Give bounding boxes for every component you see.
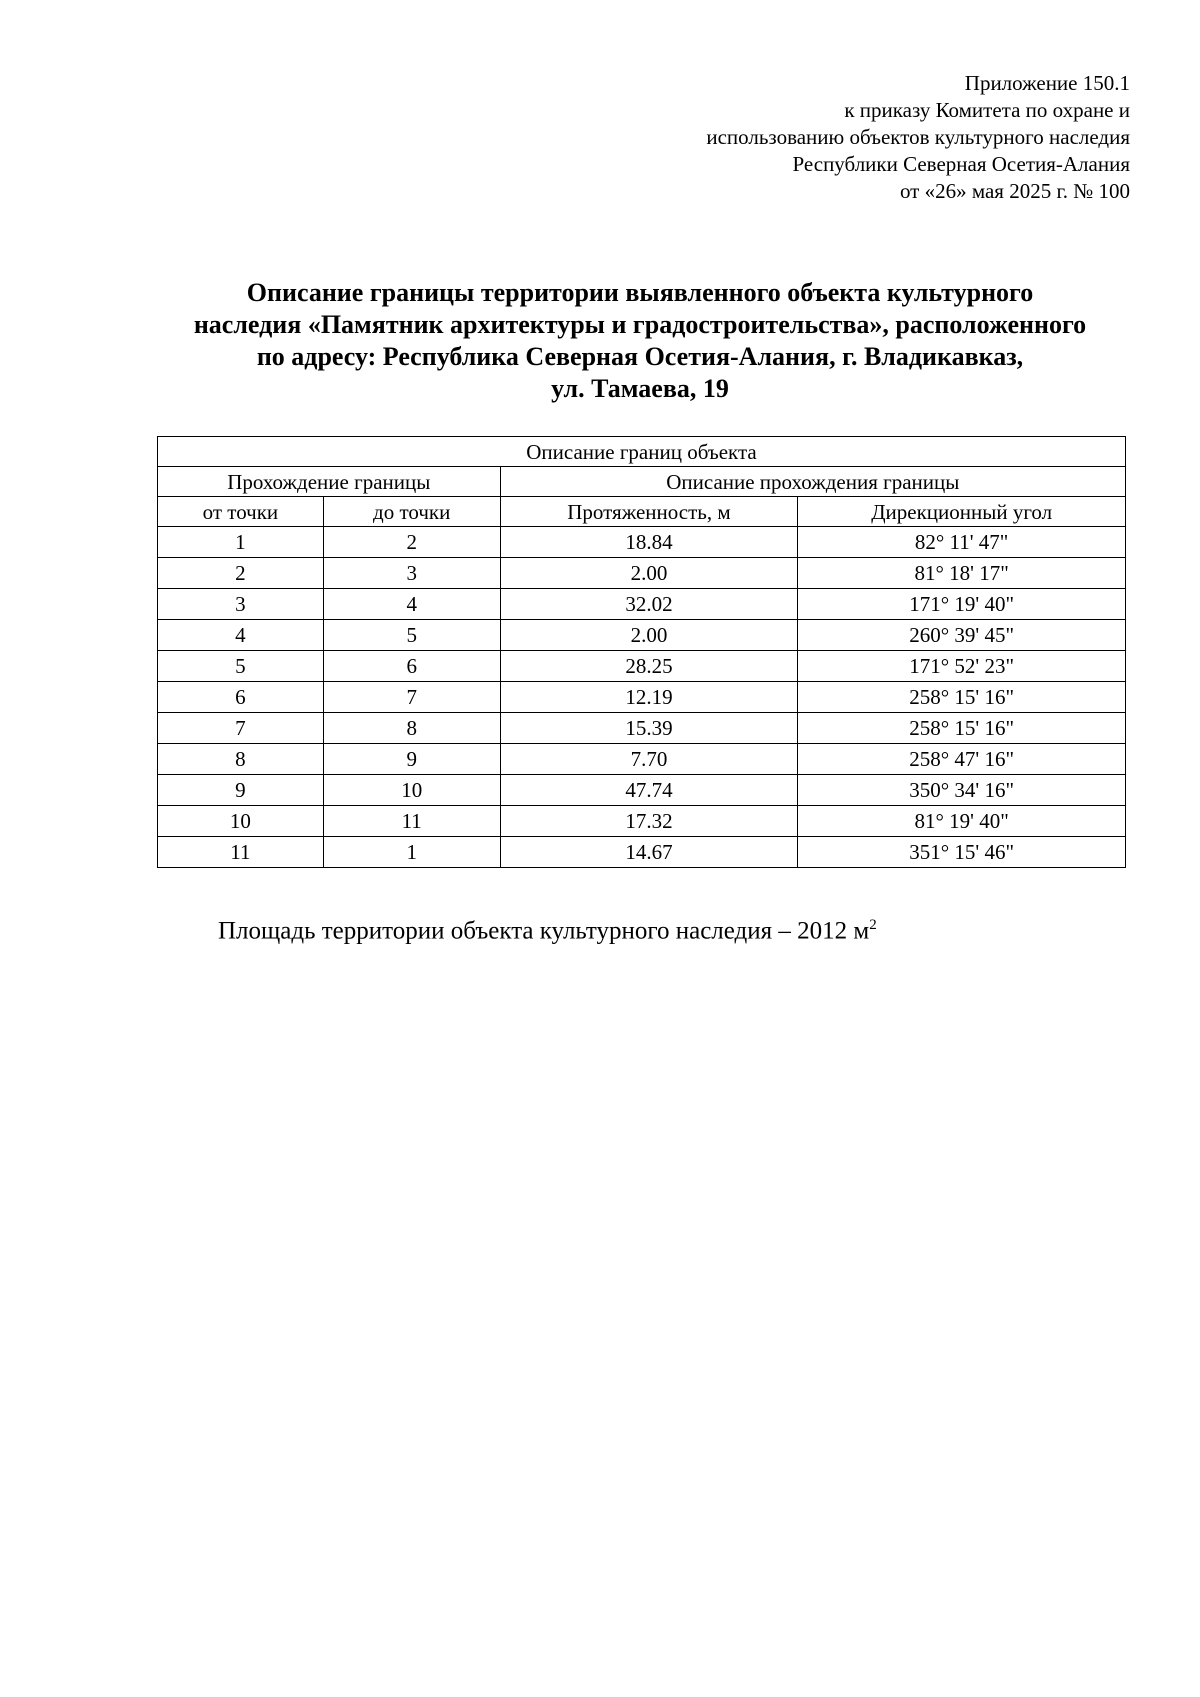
table-row xyxy=(158,589,1126,620)
cell-length: 28.25 xyxy=(500,651,798,682)
table-row xyxy=(158,837,1126,868)
cell-from-point: 4 xyxy=(158,620,324,651)
cell-direction-angle: 81° 19' 40" xyxy=(798,806,1126,837)
cell-length: 47.74 xyxy=(500,775,798,806)
table-row xyxy=(158,651,1126,682)
cell-to-point: 5 xyxy=(323,620,500,651)
cell-length: 12.19 xyxy=(500,682,798,713)
cell-from-point: 2 xyxy=(158,558,324,589)
title-line: наследия «Памятник архитектуры и градостроительства», расположенного xyxy=(193,310,1087,339)
cell-length: 7.70 xyxy=(500,744,798,775)
cell-to-point: 4 xyxy=(323,589,500,620)
cell-length: 32.02 xyxy=(500,589,798,620)
cell-to-point: 6 xyxy=(323,651,500,682)
cell-length: 2.00 xyxy=(500,620,798,651)
cell-from-point: 10 xyxy=(158,806,324,837)
table-row xyxy=(158,558,1126,589)
column-header-to-point: до точки xyxy=(323,497,500,527)
table-row xyxy=(158,682,1126,713)
table-caption: Описание границ объекта xyxy=(158,437,1126,467)
table-row xyxy=(158,775,1126,806)
cell-to-point: 7 xyxy=(323,682,500,713)
appendix-line: Приложение 150.1 xyxy=(964,71,1130,95)
area-superscript: 2 xyxy=(869,917,877,933)
title-line: Описание границы территории выявленного объекта культурного xyxy=(246,278,1034,307)
cell-length: 2.00 xyxy=(500,558,798,589)
boundary-table xyxy=(157,436,1126,868)
cell-from-point: 1 xyxy=(158,527,324,558)
cell-from-point: 5 xyxy=(158,651,324,682)
cell-to-point: 11 xyxy=(323,806,500,837)
table-row xyxy=(158,620,1126,651)
cell-length: 14.67 xyxy=(500,837,798,868)
cell-direction-angle: 260° 39' 45" xyxy=(798,620,1126,651)
cell-direction-angle: 258° 15' 16" xyxy=(798,713,1126,744)
cell-to-point: 2 xyxy=(323,527,500,558)
appendix-header xyxy=(530,70,1130,205)
appendix-line: использованию объектов культурного наследия xyxy=(706,125,1130,149)
title-line: по адресу: Республика Северная Осетия-Алания, г. Владикавказ, xyxy=(256,342,1024,371)
cell-direction-angle: 350° 34' 16" xyxy=(798,775,1126,806)
cell-from-point: 9 xyxy=(158,775,324,806)
title-line: ул. Тамаева, 19 xyxy=(551,374,729,403)
area-statement xyxy=(218,917,877,945)
cell-to-point: 9 xyxy=(323,744,500,775)
appendix-line: от «26» мая 2025 г. № 100 xyxy=(899,179,1130,203)
cell-from-point: 7 xyxy=(158,713,324,744)
cell-direction-angle: 81° 18' 17" xyxy=(798,558,1126,589)
table-row xyxy=(158,527,1126,558)
document-title xyxy=(150,277,1130,405)
cell-direction-angle: 258° 47' 16" xyxy=(798,744,1126,775)
group-header-passage: Прохождение границы xyxy=(158,467,501,497)
cell-length: 17.32 xyxy=(500,806,798,837)
appendix-line: Республики Северная Осетия-Алания xyxy=(792,152,1130,176)
column-header-from-point: от точки xyxy=(158,497,324,527)
table-row xyxy=(158,806,1126,837)
cell-direction-angle: 171° 52' 23" xyxy=(798,651,1126,682)
cell-to-point: 1 xyxy=(323,837,500,868)
cell-to-point: 10 xyxy=(323,775,500,806)
cell-from-point: 8 xyxy=(158,744,324,775)
appendix-line: к приказу Комитета по охране и xyxy=(844,98,1130,122)
cell-direction-angle: 82° 11' 47" xyxy=(798,527,1126,558)
area-text: Площадь территории объекта культурного наследия – 2012 м xyxy=(218,917,870,945)
cell-direction-angle: 171° 19' 40" xyxy=(798,589,1126,620)
table-row xyxy=(158,744,1126,775)
cell-to-point: 8 xyxy=(323,713,500,744)
cell-length: 18.84 xyxy=(500,527,798,558)
cell-direction-angle: 258° 15' 16" xyxy=(798,682,1126,713)
cell-direction-angle: 351° 15' 46" xyxy=(798,837,1126,868)
cell-from-point: 6 xyxy=(158,682,324,713)
cell-length: 15.39 xyxy=(500,713,798,744)
column-header-direction-angle: Дирекционный угол xyxy=(798,497,1126,527)
cell-from-point: 3 xyxy=(158,589,324,620)
column-header-length: Протяженность, м xyxy=(500,497,798,527)
table-row xyxy=(158,713,1126,744)
group-header-description: Описание прохождения границы xyxy=(500,467,1125,497)
cell-to-point: 3 xyxy=(323,558,500,589)
cell-from-point: 11 xyxy=(158,837,324,868)
